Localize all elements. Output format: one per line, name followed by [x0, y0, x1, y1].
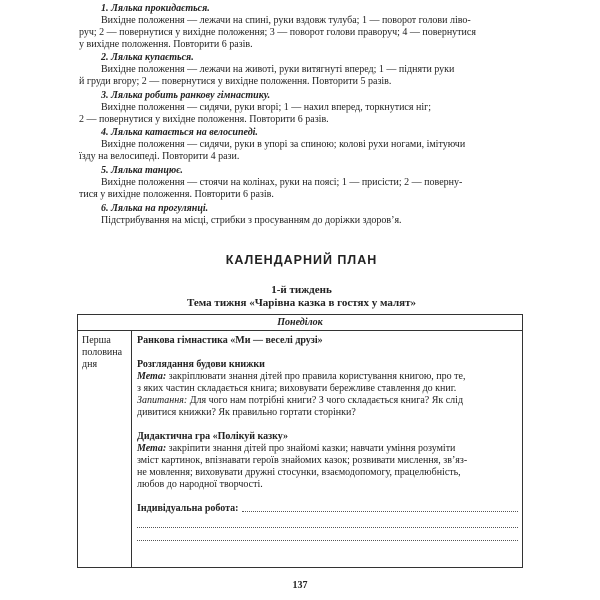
exercise-line: Вихідне положення — лежачи на животі, руки витягнуті вперед; 1 — підняти руки [101, 64, 455, 75]
dotted-line [242, 511, 519, 512]
goal-line: з яких частин складається книга; виховувати бережливе ставлення до книг. [137, 383, 457, 394]
exercise-line: руч; 2 — повернутися у вихідне положення; 3 — поворот голови праворуч; 4 — повернутися [79, 27, 476, 38]
exercise-line: й груди вгору; 2 — повернутися у вихідне положення. Повторити 5 разів. [79, 76, 392, 87]
period-line: дня [82, 359, 98, 370]
period-cell [78, 331, 132, 567]
week-label: 1-й тиждень [271, 284, 332, 296]
period-line: половина [82, 347, 123, 358]
goal-label: Мета: [137, 371, 167, 382]
exercise-line: у вихідне положення. Повторити 6 разів. [79, 39, 253, 50]
questions-line: дивитися книжки? Як правильно гортати сторінки? [137, 407, 356, 418]
individual-work-row [137, 503, 518, 515]
exercise-line: Підстрибування на місці, стрибки з просуванням до доріжки здоров’я. [101, 215, 402, 226]
exercise-line: Вихідне положення — сидячи, руки вгорі; 1 — нахил вперед, торкнутися ніг; [101, 102, 431, 113]
exercise-line: Вихідне положення — сидячи, руки в упорі за спиною; колові рухи ногами, імітуючи [101, 139, 466, 150]
week-theme: Тема тижня «Чарівна казка в гостях у малят» [186, 297, 417, 309]
activities-cell [133, 331, 522, 567]
dotted-line [137, 528, 518, 541]
day-header: Понеділок [78, 315, 522, 331]
exercise-1 [79, 3, 524, 51]
exercise-3 [79, 90, 524, 126]
exercise-title: 1. Лялька прокидається. [101, 3, 210, 14]
page-number: 137 [292, 580, 308, 591]
exercise-line: їзду на велосипеді. Повторити 4 рази. [79, 151, 240, 162]
exercise-title: 6. Лялька на прогулянці. [101, 203, 209, 214]
exercise-line: Вихідне положення — стоячи на колінах, руки на поясі; 1 — присісти; 2 — поверну- [101, 177, 463, 188]
goal-line: любов до народної творчості. [137, 479, 263, 490]
questions-label: Запитання: [137, 395, 188, 406]
goal-label: Мета: [137, 443, 167, 454]
individual-work-label: Індивідуальна робота: [137, 503, 239, 514]
gymnastics-title: Ранкова гімнастика «Ми — веселі друзі» [137, 335, 323, 346]
exercise-5 [79, 165, 524, 201]
exercise-title: 2. Лялька купається. [101, 52, 194, 63]
exercise-line: Вихідне положення — лежачи на спині, руки вздовж тулуба; 1 — поворот голови ліво- [101, 15, 471, 26]
questions-line [137, 395, 518, 407]
goal-line [137, 443, 518, 455]
exercise-title: 3. Лялька робить ранкову гімнастику. [101, 90, 271, 101]
exercise-line: тися у вихідне положення. Повторити 6 разів. [79, 189, 274, 200]
dotted-line [137, 515, 518, 528]
questions-text: Для чого нам потрібні книги? З чого складається книга? Як слід [187, 395, 464, 406]
exercise-2 [79, 52, 524, 88]
goal-text: закріпити знання дітей про знайомі казки; навчати уміння розуміти [166, 443, 456, 454]
exercise-title: 5. Лялька танцює. [101, 165, 183, 176]
exercise-title: 4. Лялька катається на велосипеді. [101, 127, 258, 138]
exercise-4 [79, 127, 524, 163]
goal-line: зміст картинок, впізнавати героїв знайомих казок; розвивати мислення, зв’яз- [137, 455, 468, 466]
goal-text: закріплювати знання дітей про правила користування книгою, про те, [166, 371, 466, 382]
section-title: Розглядання будови книжки [137, 359, 265, 370]
exercise-line: 2 — повернутися у вихідне положення. Повторити 6 разів. [79, 114, 329, 125]
goal-line: не мовлення; виховувати дружні стосунки, взаємодопомогу, працелюбність, [137, 467, 461, 478]
plan-title: КАЛЕНДАРНИЙ ПЛАН [225, 253, 378, 267]
period-line: Перша [82, 335, 111, 346]
section-title: Дидактична гра «Полікуй казку» [137, 431, 289, 442]
goal-line [137, 371, 518, 383]
schedule-table [77, 314, 523, 568]
exercise-6 [79, 203, 524, 227]
